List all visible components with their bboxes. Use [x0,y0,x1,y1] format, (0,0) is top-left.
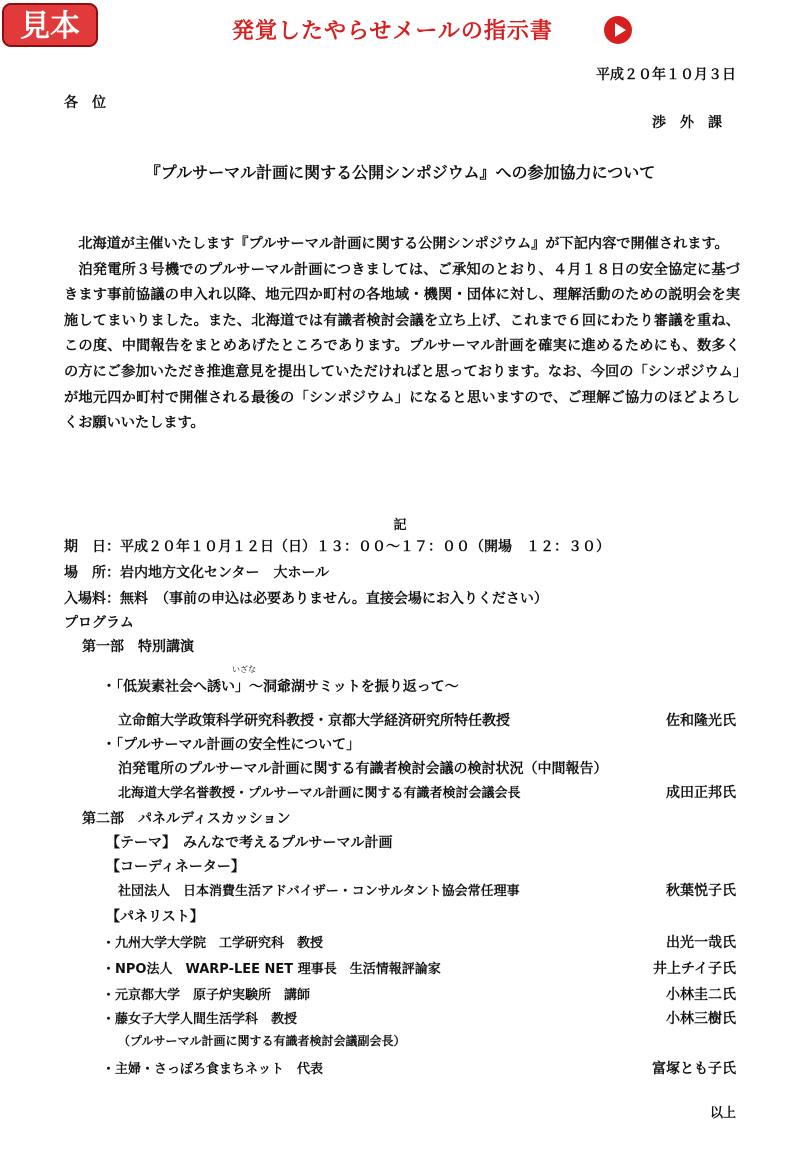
addressee: 各位 [64,95,120,111]
panelist-name: 井上チイ子氏 [652,961,736,977]
panelist-role: ・NPO法人 WARP-LEE NET 理事長 生活情報評論家 [102,962,441,977]
lecture2-title: ・「プルサーマル計画の安全性について」 [102,737,361,753]
panelist-note: （プルサーマル計画に関する有識者検討会議副会長） [118,1034,406,1048]
banner-title: 発覚したやらせメールの指示書 [232,19,553,44]
paragraph-2: 泊発電所３号機でのプルサーマル計画につきましては、ご承知のとおり、４月１８日の安全協定に基づきます事前協議の申入れ以降、地元四か町村の各地域・機関・団体に対し、理解活動のための説明会を実施してまいりました。また、北海道では有識者検討会議を立ち上げ、これまで６回にわたり審議を重ね、この度、中間報告をまとめあげたところであります。プルサーマル計画を確実に進めるためにも、数多くの方にご参加いただき推進意見を提出していただければと思っております。なお、今回の「シンポジウム」が地元四か町村で開催される最後の「シンポジウム」になると思いますので、ご理解ご協力のほどよろしくお願いいたします。 [64,261,740,432]
panelist-name: 出光一哉氏 [666,935,736,951]
lecture1-speaker-role: 立命館大学政策科学研究科教授・京都大学経済研究所特任教授 [118,713,510,729]
panelist-role: ・藤女子大学人間生活学科 教授 [102,1012,298,1027]
lecture1-speaker: 佐和隆光氏 [666,713,736,729]
lecture1-ruby: いざな [232,665,256,674]
coordinator-role: 社団法人 日本消費生活アドバイザー・コンサルタント協会常任理事 [118,884,520,899]
body-text [64,232,740,437]
panelist-label: 【パネリスト】 [106,909,204,925]
coordinator-label: 【コーディネーター】 [106,859,245,875]
event-venue: 場 所：岩内地方文化センター 大ホール [64,565,330,581]
closing-text: 以上 [709,1106,736,1121]
sample-stamp-logo [2,3,98,47]
ki-heading: 記 [393,518,407,533]
paragraph-1: 北海道が主催いたします『プルサーマル計画に関する公開シンポジウム』が下記内容で開催されます。 [78,236,729,252]
panelist-name: 小林三樹氏 [666,1011,736,1027]
lecture1-title: ・「低炭素社会へ誘い」～洞爺湖サミットを振り返って～ [102,679,459,695]
panelist-name: 富塚とも子氏 [652,1061,736,1077]
department: 渉外課 [652,115,736,131]
program-label: プログラム [64,615,134,631]
event-fee: 入場料：無料 （事前の申込は必要ありません。直接会場にお入りください） [64,591,548,607]
document-title: 『プルサーマル計画に関する公開シンポジウム』への参加協力について [144,163,656,182]
lecture2-speaker-role: 北海道大学名誉教授・プルサーマル計画に関する有識者検討会議会長 [118,786,521,801]
panelist-role: ・主婦・さっぽろ食まちネット 代表 [102,1062,324,1077]
document-date: 平成２０年１０月３日 [596,67,736,83]
panelist-role: ・九州大学大学院 工学研究科 教授 [102,936,324,951]
part1-label: 第一部 特別講演 [82,639,194,655]
panelist-name: 小林圭二氏 [666,987,736,1003]
part2-label: 第二部 パネルディスカッション [82,811,291,827]
event-date: 期 日：平成２０年１０月１２日（日）１３：００～１７：００（開場 １２：３０） [64,539,610,555]
stamp-text: 見本 [20,9,80,44]
theme-line: 【テーマ】 みんなで考えるプルサーマル計画 [106,835,393,851]
lecture2-subtitle: 泊発電所のプルサーマル計画に関する有識者検討会議の検討状況（中間報告） [118,761,608,777]
play-icon[interactable] [604,16,632,44]
lecture2-speaker: 成田正邦氏 [666,785,736,801]
panelist-role: ・元京都大学 原子炉実験所 講師 [102,988,311,1003]
coordinator-name: 秋葉悦子氏 [666,883,736,899]
